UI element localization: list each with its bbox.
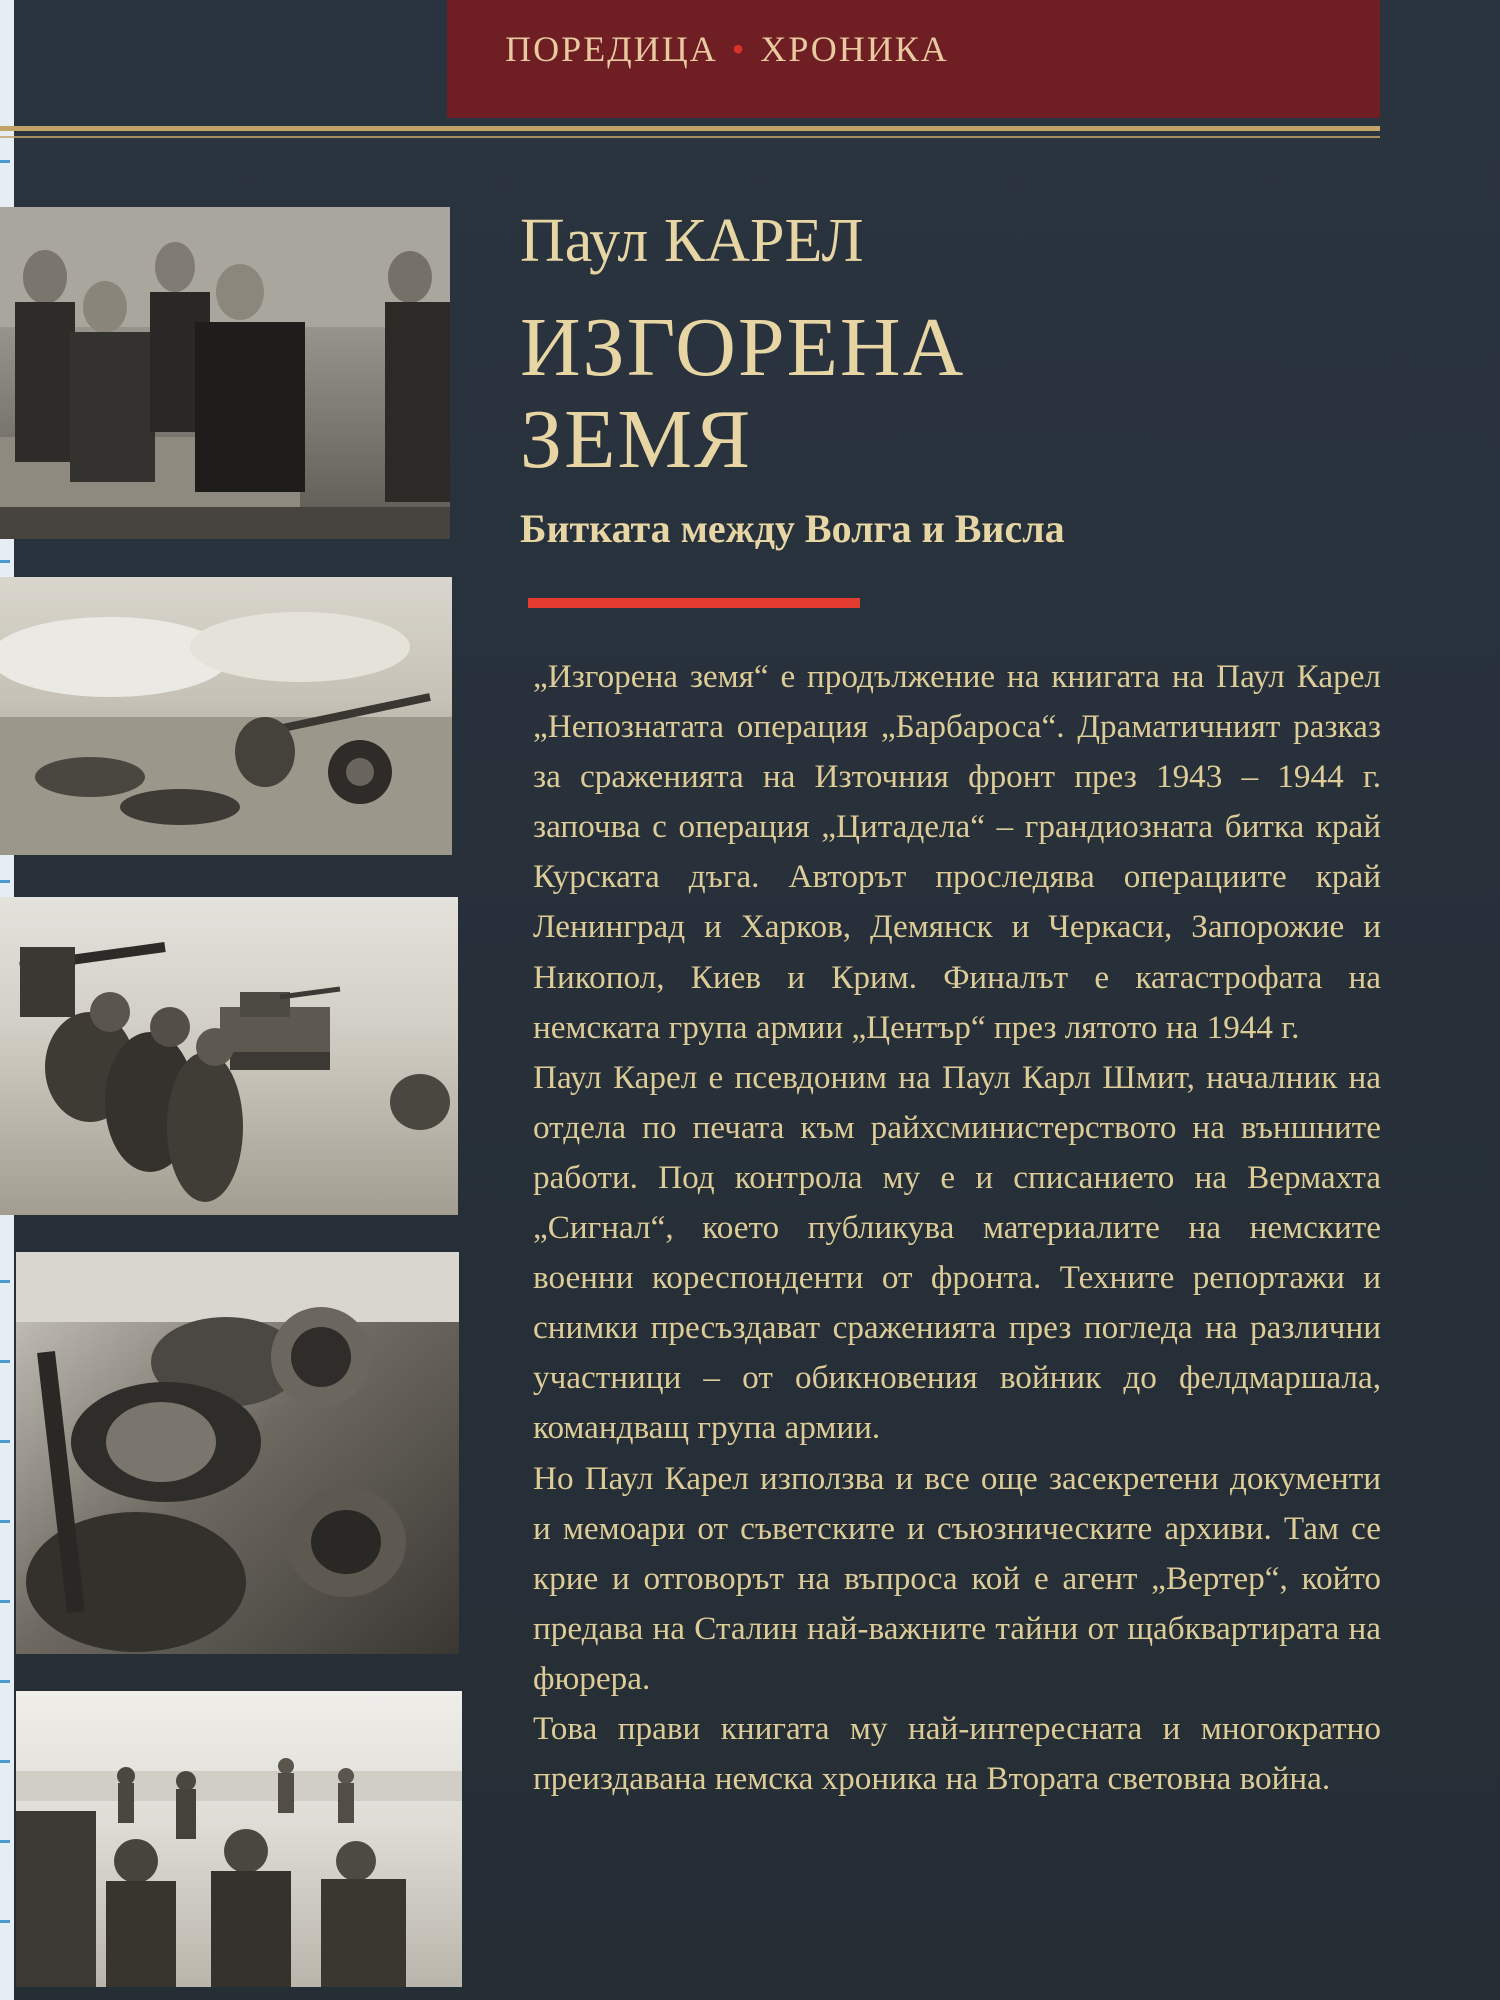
series-band bbox=[447, 0, 1380, 118]
edge-tick bbox=[0, 1600, 10, 1603]
accent-divider bbox=[528, 598, 860, 608]
description-paragraph-4: Това прави книгата му най-интересната и многократно преиздавана немска хроника на Втората световна война. bbox=[533, 1709, 1381, 1798]
series-separator-dot: • bbox=[731, 29, 747, 69]
gold-rule-thin bbox=[0, 136, 1380, 138]
edge-tick bbox=[0, 1520, 10, 1523]
book-title bbox=[520, 302, 965, 486]
photo-tank-column bbox=[0, 897, 458, 1215]
description-paragraph-2: Паул Карел е псевдоним на Паул Карл Шмит, началник на отдела по печата към райхсминистерството на външните работи. Под контрола му е и списанието на Вермахта „Сигнал“, което публикува материалите на немските военни кореспонденти от фронта. Техните репортажи и снимки пресъздават сраженията през погледа на различни участници – от обикновения войник до фелдмаршала, командващ група армии. bbox=[533, 1058, 1381, 1447]
photo-staff-conference bbox=[0, 207, 450, 539]
photo-artillery-crew bbox=[0, 577, 452, 855]
edge-tick bbox=[0, 880, 10, 883]
book-description bbox=[533, 652, 1381, 1804]
book-subtitle: Битката между Волга и Висла bbox=[520, 506, 1065, 551]
photo-soldiers-close-up bbox=[16, 1252, 459, 1654]
series-label bbox=[447, 28, 1007, 70]
edge-tick bbox=[0, 1760, 10, 1763]
book-title-line-1: ИЗГОРЕНА bbox=[520, 301, 966, 394]
edge-tick bbox=[0, 1680, 10, 1683]
gold-rule-top bbox=[0, 126, 1380, 131]
edge-tick bbox=[0, 1440, 10, 1443]
book-title-line-2: ЗЕМЯ bbox=[520, 393, 753, 486]
author-name: Паул КАРЕЛ bbox=[520, 207, 864, 275]
edge-tick bbox=[0, 1280, 10, 1283]
series-name-left: ПОРЕДИЦА bbox=[505, 29, 718, 69]
edge-tick bbox=[0, 1360, 10, 1363]
edge-tick bbox=[0, 560, 10, 563]
edge-tick bbox=[0, 160, 10, 163]
description-paragraph-3: Но Паул Карел използва и все още засекретени документи и мемоари от съветските и съюзническите архиви. Там се крие и отговорът на въпроса кой е агент „Вертер“, който предава на Сталин най-важните тайни от щабквартирата на фюрера. bbox=[533, 1459, 1381, 1697]
edge-tick bbox=[0, 1920, 10, 1923]
photo-river-crossing bbox=[16, 1691, 462, 1987]
series-name-right: ХРОНИКА bbox=[760, 29, 949, 69]
description-paragraph-1: „Изгорена земя“ е продължение на книгата на Паул Карел „Непознатата операция „Барбароса“. Драматичният разказ за сраженията на Източния фронт през 1943 – 1944 г. започва с операция „Цитадела“ – грандиозната битка край Курската дъга. Авторът проследява операциите край Ленинград и Харков, Демянск и Черкаси, Запорожие и Никопол, Киев и Крим. Финалът е катастрофата на немската група армии „Център“ през лятото на 1944 г. bbox=[533, 658, 1381, 1046]
edge-tick bbox=[0, 1840, 10, 1843]
